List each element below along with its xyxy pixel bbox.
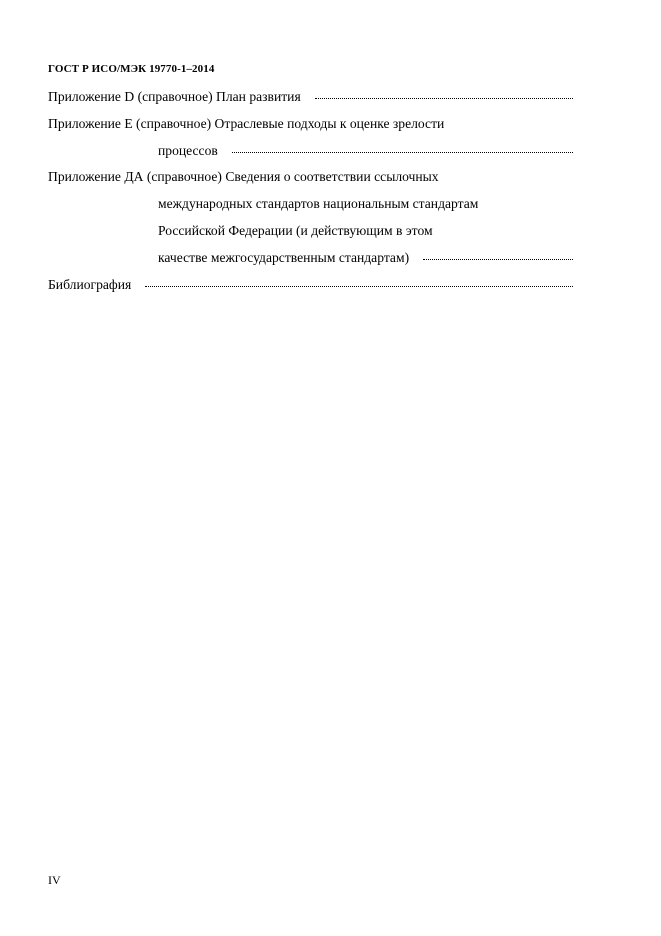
toc-entry-text: Приложение E (справочное) Отраслевые подходы к оценке зрелости [48,115,445,131]
toc-entry-text: Приложение ДА (справочное) Сведения о соответствии ссылочных [48,169,439,185]
toc-entry-text: Российской Федерации (и действующим в этом [158,222,433,238]
dot-leader [315,97,573,99]
toc-entry-appendix-e[interactable] [48,116,573,143]
dot-leader [145,285,573,287]
toc-entry-text: процессов [158,142,218,158]
toc-entry-appendix-da-cont-3[interactable] [48,250,573,277]
page-number: IV [48,873,61,887]
toc-entry-text: качестве межгосударственным стандартам) [158,249,410,265]
document-header: ГОСТ Р ИСО/МЭК 19770-1–2014 [48,63,215,75]
toc-entry-text: Библиография [48,276,132,292]
table-of-contents [48,89,573,303]
toc-entry-appendix-d[interactable] [48,89,573,116]
toc-entry-appendix-da-cont-1[interactable] [48,196,573,223]
toc-entry-appendix-da[interactable] [48,169,573,196]
toc-entry-text: Приложение D (справочное) План развития [48,89,301,104]
toc-entry-text: международных стандартов национальным стандартам [158,196,479,212]
dot-leader [423,258,573,260]
dot-leader [232,151,573,153]
toc-entry-appendix-e-cont[interactable] [48,143,573,170]
toc-entry-bibliography[interactable] [48,277,573,304]
toc-entry-appendix-da-cont-2[interactable] [48,223,573,250]
